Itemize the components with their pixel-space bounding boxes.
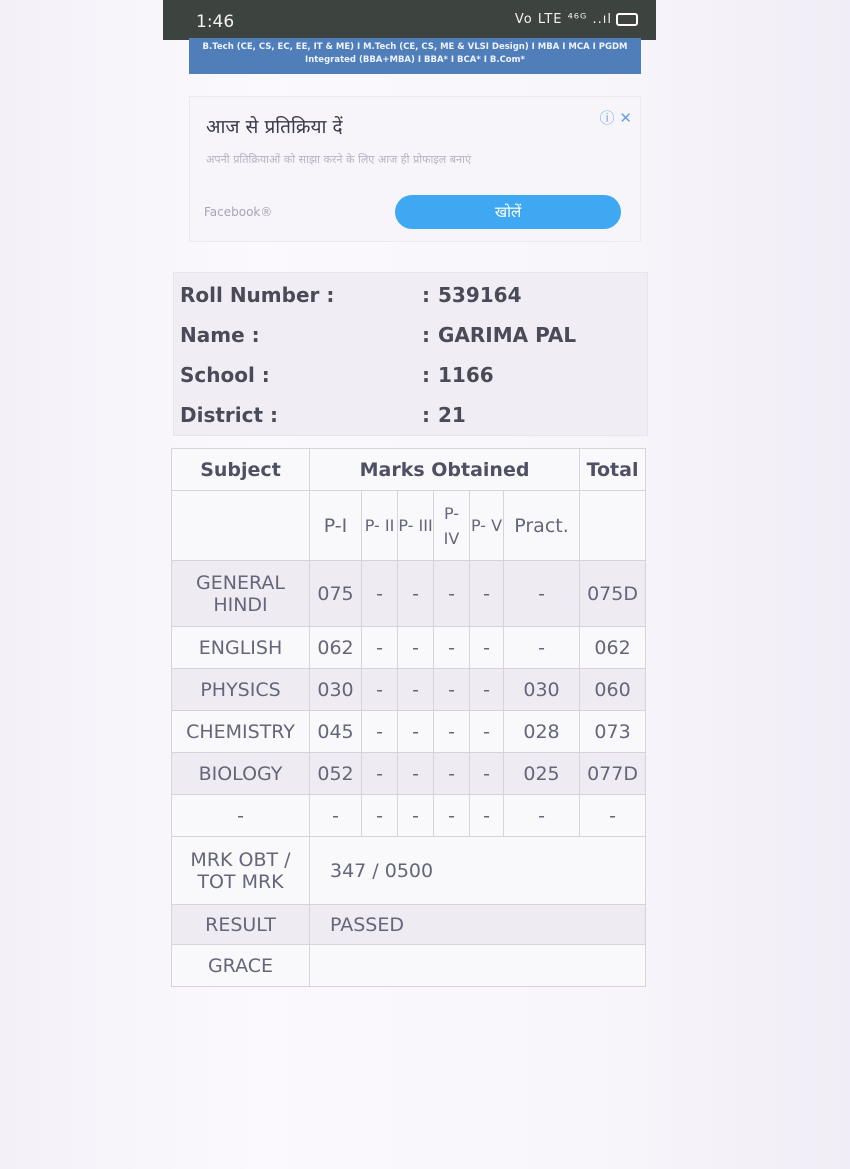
school-value: 1166 [438,363,494,387]
district-value: 21 [438,403,466,427]
p2-cell: - [362,753,398,795]
p3-cell: - [398,795,434,837]
table-row [172,711,646,753]
total-cell: 060 [580,669,646,711]
p1-cell: 052 [310,753,362,795]
marks-obtained-header: Marks Obtained [310,449,580,491]
subject-cell: - [172,795,310,837]
total-header: Total [580,449,646,491]
grace-label: GRACE [172,945,310,987]
name-row [180,323,640,357]
p2-cell: - [362,561,398,627]
p2-header: P- II [362,491,398,561]
p3-cell: - [398,711,434,753]
p1-cell: 062 [310,627,362,669]
ad-title: आज से प्रतिक्रिया दें [206,116,343,138]
p4-cell: - [434,711,470,753]
total-subheader [580,491,646,561]
p1-cell: 075 [310,561,362,627]
p3-cell: - [398,669,434,711]
result-value: PASSED [310,905,646,945]
roll-number-label: Roll Number : [180,283,335,307]
table-row [172,561,646,627]
total-cell: 077D [580,753,646,795]
p5-header: P- V [470,491,504,561]
subject-header: Subject [172,449,310,491]
p1-cell: - [310,795,362,837]
total-cell: 075D [580,561,646,627]
roll-number-colon: : [422,283,430,307]
total-cell: - [580,795,646,837]
ad-subtitle: अपनी प्रतिक्रियाओं को साझा करने के लिए आज ही प्रोफाइल बनाएं [206,153,472,166]
table-header-row [172,449,646,491]
p2-cell: - [362,795,398,837]
pract-header: Pract. [504,491,580,561]
empty-subheader [172,491,310,561]
roll-number-row [180,283,640,317]
pract-cell: - [504,795,580,837]
name-label: Name : [180,323,260,347]
student-info [173,272,648,436]
p3-cell: - [398,561,434,627]
name-value: GARIMA PAL [438,323,577,347]
summary-row [172,905,646,945]
subject-cell: GENERAL HINDI [172,561,310,627]
p5-cell: - [470,561,504,627]
p4-cell: - [434,753,470,795]
grace-value [310,945,646,987]
table-row [172,627,646,669]
p1-header: P-I [310,491,362,561]
phone-screen [163,0,656,1000]
p3-cell: - [398,753,434,795]
subject-cell: ENGLISH [172,627,310,669]
p5-cell: - [470,753,504,795]
banner-line-1: B.Tech (CE, CS, EC, EE, IT & ME) I M.Tech (CE, CS, ME & VLSI Design) I MBA I MCA I PGDM [202,42,628,52]
summary-row [172,837,646,905]
ad-close-icon[interactable]: ⓘ ✕ [599,109,632,127]
district-row [180,403,640,437]
subject-cell: CHEMISTRY [172,711,310,753]
facebook-ad[interactable] [189,96,641,242]
p5-cell: - [470,795,504,837]
p3-cell: - [398,627,434,669]
status-time: 1:46 [196,12,235,32]
pract-cell: 025 [504,753,580,795]
total-cell: 062 [580,627,646,669]
pract-cell: 030 [504,669,580,711]
district-label: District : [180,403,279,427]
status-icons-text: Vo LTE ⁴⁶ᴳ ..ıl [514,12,612,27]
mrk-obt-label: MRK OBT / TOT MRK [172,837,310,905]
p1-cell: 045 [310,711,362,753]
table-row [172,795,646,837]
school-row [180,363,640,397]
table-row [172,669,646,711]
marks-table [171,448,646,987]
ad-open-button[interactable]: खोलें [395,195,621,229]
p4-cell: - [434,627,470,669]
p4-cell: - [434,561,470,627]
pract-cell: - [504,627,580,669]
p4-header: P- IV [434,491,470,561]
subject-cell: PHYSICS [172,669,310,711]
table-subheader-row [172,491,646,561]
p2-cell: - [362,711,398,753]
p4-cell: - [434,669,470,711]
p4-cell: - [434,795,470,837]
p2-cell: - [362,627,398,669]
p5-cell: - [470,711,504,753]
pract-cell: - [504,561,580,627]
signal-icon [515,12,638,27]
p2-cell: - [362,669,398,711]
result-label: RESULT [172,905,310,945]
name-colon: : [422,323,430,347]
roll-number-value: 539164 [438,283,522,307]
table-row [172,753,646,795]
total-cell: 073 [580,711,646,753]
district-colon: : [422,403,430,427]
school-label: School : [180,363,270,387]
subject-cell: BIOLOGY [172,753,310,795]
p5-cell: - [470,669,504,711]
p1-cell: 030 [310,669,362,711]
pract-cell: 028 [504,711,580,753]
college-banner[interactable] [189,38,641,74]
p5-cell: - [470,627,504,669]
school-colon: : [422,363,430,387]
mrk-obt-value: 347 / 0500 [310,837,646,905]
status-bar [163,0,656,40]
battery-icon [616,13,638,26]
summary-row [172,945,646,987]
p3-header: P- III [398,491,434,561]
ad-advertiser: Facebook® [204,205,273,219]
banner-line-2: Integrated (BBA+MBA) I BBA* I BCA* I B.Com* [305,55,525,65]
